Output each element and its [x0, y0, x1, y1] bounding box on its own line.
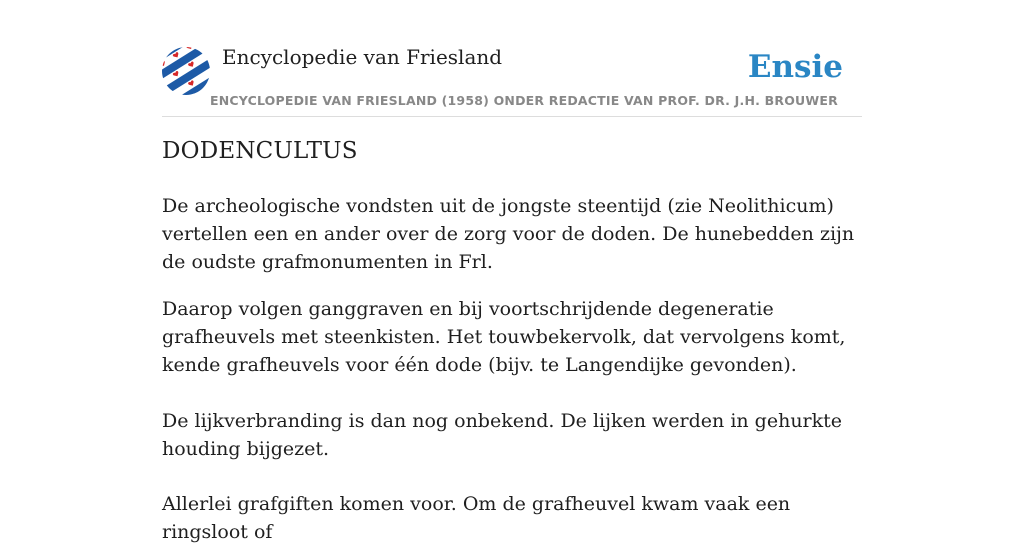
entry-paragraph: Allerlei grafgiften komen voor. Om de grafheuvel kwam vaak een ringsloot of: [162, 493, 791, 543]
site-header: [162, 44, 862, 117]
site-title[interactable]: Encyclopedie van Friesland: [222, 45, 503, 69]
entry-title: DODENCULTUS: [162, 138, 358, 164]
site-subtitle: ENCYCLOPEDIE VAN FRIESLAND (1958) ONDER REDACTIE VAN PROF. DR. J.H. BROUWER: [210, 93, 838, 108]
entry-paragraph: De archeologische vondsten uit de jongste steentijd (zie Neolithicum) vertellen een en ander over de zorg voor de doden. De hunebedden zijn de oudste grafmonumenten in Frl.: [162, 195, 855, 273]
entry-paragraph: De lijkverbranding is dan nog onbekend. De lijken werden in gehurkte houding bijgezet.: [162, 410, 843, 460]
brand-logo[interactable]: Ensie: [747, 49, 843, 85]
frisian-flag-icon[interactable]: [162, 47, 210, 95]
entry-paragraph: Daarop volgen ganggraven en bij voortschrijdende degeneratie grafheuvels met steenkisten. Het touwbekervolk, dat vervolgens komt, kende grafheuvels voor één dode (bijv. te Langendijke gevonden).: [162, 298, 846, 376]
